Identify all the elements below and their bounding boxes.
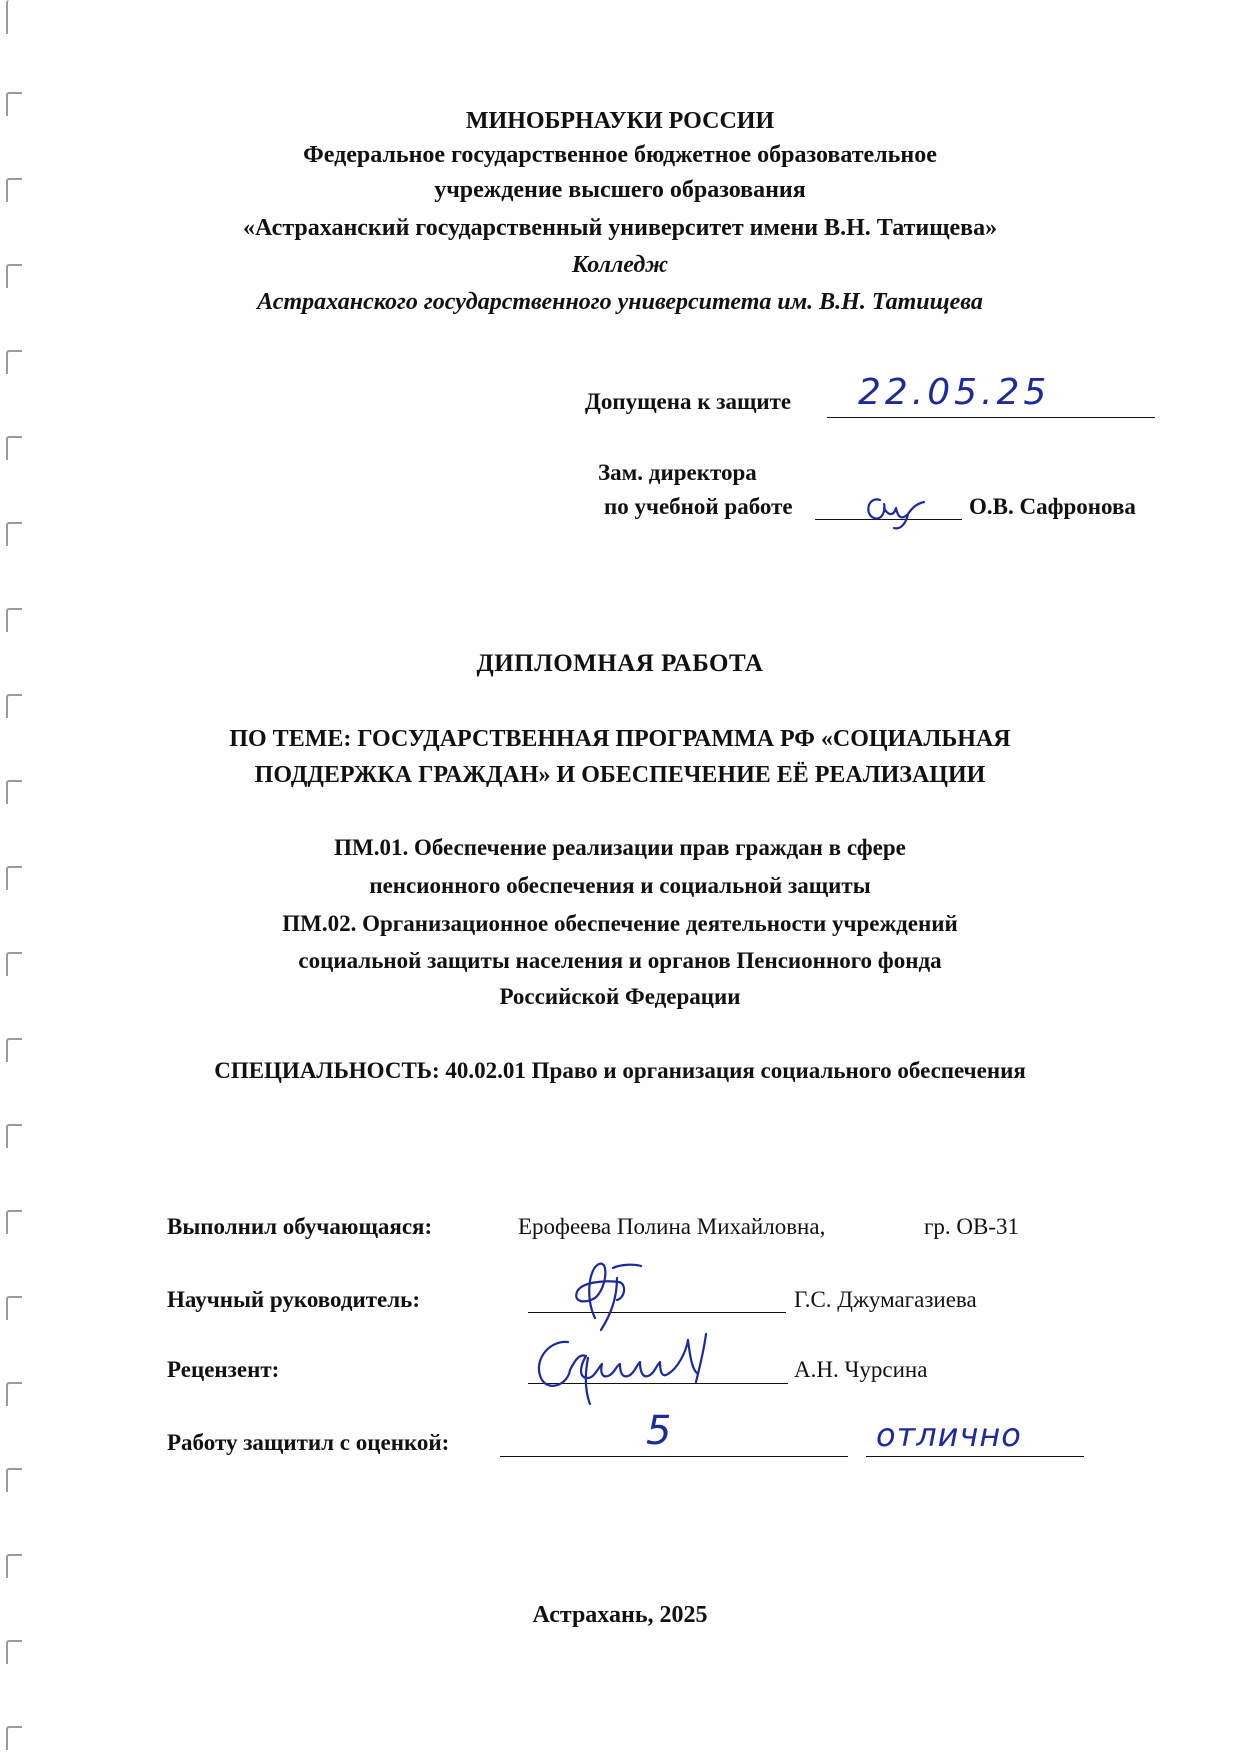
binding-hole — [6, 1210, 22, 1234]
module-line-3: ПМ.02. Организационное обеспечение деятельности учреждений — [282, 911, 958, 936]
institution-line-2: учреждение высшего образования — [434, 177, 806, 203]
specialty-value: 40.02.01 Право и организация социального обеспечения — [445, 1058, 1026, 1083]
binding-hole — [6, 436, 22, 460]
admitted-label: Допущена к защите — [585, 389, 792, 414]
institution-line-1: Федеральное государственное бюджетное образовательное — [303, 142, 937, 168]
grade-underline — [500, 1456, 848, 1457]
module-line-5: Российской Федерации — [499, 984, 741, 1009]
deputy-label-2: по учебной работе — [604, 494, 793, 519]
college-line-2: Астраханского государственного университета им. В.Н. Татищева — [257, 289, 983, 315]
student-group: гр. ОВ-31 — [924, 1214, 1020, 1239]
admitted-date-handwritten: 22.05.25 — [858, 372, 1051, 413]
binding-hole — [6, 522, 22, 546]
admitted-underline — [827, 417, 1155, 418]
supervisor-name: Г.С. Джумагазиева — [794, 1287, 977, 1312]
binding-hole — [6, 608, 22, 632]
topic-line-1: ПО ТЕМЕ: ГОСУДАРСТВЕННАЯ ПРОГРАММА РФ «СОЦИАЛЬНАЯ — [229, 726, 1011, 752]
module-line-4: социальной защиты населения и органов Пенсионного фонда — [298, 948, 942, 973]
binding-hole — [6, 350, 22, 374]
binding-hole — [6, 694, 22, 718]
binding-hole — [6, 1296, 22, 1320]
specialty — [0, 1056, 1240, 1086]
deputy-signature — [860, 486, 950, 536]
binding-hole — [6, 1554, 22, 1578]
reviewer-name: А.Н. Чурсина — [794, 1357, 928, 1382]
topic-line-2: ПОДДЕРЖКА ГРАЖДАН» И ОБЕСПЕЧЕНИЕ ЕЁ РЕАЛИЗАЦИИ — [254, 762, 986, 788]
binding-hole — [6, 1726, 22, 1750]
ministry-title: МИНОБРНАУКИ РОССИИ — [465, 108, 775, 134]
grade-word-handwritten: отлично — [876, 1416, 1022, 1454]
student-name: Ерофеева Полина Михайловна, — [518, 1214, 826, 1239]
grade-value-handwritten: 5 — [646, 1408, 672, 1454]
binding-hole — [6, 1468, 22, 1492]
reviewer-label: Рецензент: — [167, 1357, 280, 1382]
reviewer-signature — [528, 1322, 768, 1408]
supervisor-label: Научный руководитель: — [167, 1287, 420, 1312]
specialty-label: СПЕЦИАЛЬНОСТЬ: — [214, 1058, 440, 1083]
binding-hole — [6, 1382, 22, 1406]
city-year: Астрахань, 2025 — [532, 1602, 708, 1628]
student-label: Выполнил обучающаяся: — [167, 1214, 433, 1239]
binding-hole — [6, 1124, 22, 1148]
module-line-1: ПМ.01. Обеспечение реализации прав граждан в сфере — [334, 835, 906, 860]
deputy-label-1: Зам. директора — [598, 460, 757, 485]
binding-hole — [6, 1640, 22, 1664]
binding-hole — [6, 0, 22, 34]
thesis-type: ДИПЛОМНАЯ РАБОТА — [476, 650, 764, 677]
college-line-1: Колледж — [571, 252, 669, 278]
university-name: «Астраханский государственный университет имени В.Н. Татищева» — [242, 215, 998, 241]
grade-word-underline — [866, 1456, 1084, 1457]
grade-label: Работу защитил с оценкой: — [167, 1430, 450, 1455]
deputy-name: О.В. Сафронова — [969, 494, 1136, 519]
module-line-2: пенсионного обеспечения и социальной защиты — [369, 873, 871, 898]
